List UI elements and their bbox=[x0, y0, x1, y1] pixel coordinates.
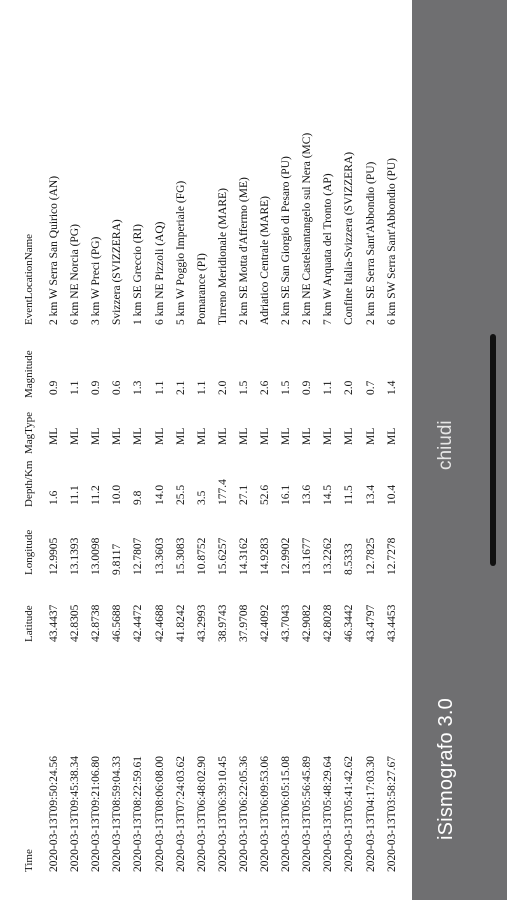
header-magnitude: Magnitude bbox=[23, 350, 35, 398]
cell-depth: 13.4 bbox=[364, 484, 377, 505]
cell-depth: 3.5 bbox=[195, 490, 208, 505]
cell-location: 2 km NE Castelsantangelo sul Nera (MC) bbox=[301, 132, 314, 325]
cell-longitude: 8.5333 bbox=[343, 543, 356, 575]
cell-magnitude: 1.1 bbox=[195, 380, 208, 395]
cell-depth: 11.2 bbox=[90, 485, 103, 505]
header-magtype: MagType bbox=[23, 412, 35, 454]
cell-location: 7 km W Arquata del Tronto (AP) bbox=[322, 173, 335, 325]
cell-latitude: 42.8738 bbox=[90, 604, 103, 642]
cell-location: 6 km SW Serra Sant'Abbondio (PU) bbox=[385, 157, 398, 325]
cell-magnitude: 0.7 bbox=[364, 380, 377, 395]
cell-time: 2020-03-13T03:58:27.67 bbox=[385, 756, 398, 872]
cell-latitude: 37.9708 bbox=[237, 604, 250, 642]
cell-depth: 9.8 bbox=[132, 490, 145, 505]
cell-magtype: ML bbox=[132, 427, 145, 445]
cell-magnitude: 1.5 bbox=[280, 380, 293, 395]
cell-time: 2020-03-13T06:22:05.36 bbox=[237, 756, 250, 872]
cell-depth: 25.5 bbox=[174, 484, 187, 505]
header-time: Time bbox=[23, 849, 35, 872]
cell-time: 2020-03-13T04:17:03.30 bbox=[364, 756, 377, 872]
cell-longitude: 12.7278 bbox=[385, 537, 398, 575]
cell-longitude: 15.3083 bbox=[174, 537, 187, 575]
cell-depth: 11.5 bbox=[343, 485, 356, 505]
cell-time: 2020-03-13T06:09:53.06 bbox=[259, 756, 271, 872]
cell-depth: 177.4 bbox=[216, 479, 229, 505]
cell-location: 2 km SE Motta d'Affermo (ME) bbox=[237, 177, 250, 325]
cell-magtype: ML bbox=[174, 427, 187, 445]
cell-longitude: 13.0098 bbox=[90, 537, 103, 575]
cell-time: 2020-03-13T08:06:08.00 bbox=[153, 756, 166, 872]
cell-magtype: ML bbox=[195, 427, 208, 445]
cell-latitude: 43.4437 bbox=[48, 604, 60, 642]
header-longitude: Longitude bbox=[23, 529, 35, 575]
cell-magnitude: 0.9 bbox=[301, 380, 314, 395]
cell-location: 6 km NE Pizzoli (AQ) bbox=[153, 221, 166, 325]
header-latitude: Latitude bbox=[23, 605, 35, 642]
cell-latitude: 42.4688 bbox=[153, 604, 166, 642]
cell-magnitude: 2.6 bbox=[259, 380, 271, 395]
cell-location: 2 km SE San Giorgio di Pesaro (PU) bbox=[280, 156, 293, 325]
close-button[interactable]: chiudi bbox=[435, 420, 456, 470]
cell-time: 2020-03-13T05:41:42.62 bbox=[343, 756, 356, 872]
cell-magnitude: 1.1 bbox=[153, 380, 166, 395]
cell-magtype: ML bbox=[322, 427, 335, 445]
cell-magtype: ML bbox=[69, 427, 82, 445]
cell-latitude: 43.7043 bbox=[280, 604, 293, 642]
cell-magtype: ML bbox=[153, 427, 166, 445]
cell-location: 6 km NE Norcia (PG) bbox=[69, 224, 82, 325]
cell-time: 2020-03-13T05:48:29.64 bbox=[322, 756, 335, 872]
cell-location: Tirreno Meridionale (MARE) bbox=[216, 188, 229, 325]
cell-location: Pomarance (PI) bbox=[195, 253, 208, 325]
cell-depth: 27.1 bbox=[237, 484, 250, 505]
cell-magtype: ML bbox=[90, 427, 103, 445]
cell-time: 2020-03-13T09:50:24.56 bbox=[48, 756, 60, 872]
cell-depth: 11.1 bbox=[69, 485, 82, 505]
cell-time: 2020-03-13T09:21:06.80 bbox=[90, 756, 103, 872]
cell-longitude: 15.6257 bbox=[216, 537, 229, 575]
cell-time: 2020-03-13T09:45:38.34 bbox=[69, 756, 82, 872]
cell-longitude: 12.9905 bbox=[48, 537, 60, 575]
cell-latitude: 43.4797 bbox=[364, 604, 377, 642]
cell-longitude: 14.9283 bbox=[259, 537, 271, 575]
cell-longitude: 13.1393 bbox=[69, 537, 82, 575]
cell-depth: 14.0 bbox=[153, 484, 166, 505]
cell-magnitude: 2.0 bbox=[216, 380, 229, 395]
cell-magnitude: 1.1 bbox=[322, 380, 335, 395]
cell-latitude: 46.5688 bbox=[111, 604, 124, 642]
cell-longitude: 12.9902 bbox=[280, 537, 293, 575]
cell-longitude: 12.7825 bbox=[364, 537, 377, 575]
cell-time: 2020-03-13T06:39:10.45 bbox=[216, 756, 229, 872]
cell-magnitude: 1.4 bbox=[385, 380, 398, 395]
cell-magtype: ML bbox=[237, 427, 250, 445]
cell-location: 1 km SE Greccio (RI) bbox=[132, 224, 145, 325]
cell-magtype: ML bbox=[216, 427, 229, 445]
cell-depth: 1.6 bbox=[48, 490, 60, 505]
cell-latitude: 42.8028 bbox=[322, 604, 335, 642]
cell-depth: 52.6 bbox=[259, 484, 271, 505]
app-title: iSismografo 3.0 bbox=[435, 698, 457, 840]
cell-location: 2 km SE Serra Sant'Abbondio (PU) bbox=[364, 161, 377, 325]
cell-depth: 16.1 bbox=[280, 484, 293, 505]
cell-longitude: 10.8752 bbox=[195, 537, 208, 575]
cell-magtype: ML bbox=[301, 427, 314, 445]
cell-longitude: 13.2262 bbox=[322, 537, 335, 575]
cell-longitude: 13.1677 bbox=[301, 537, 314, 575]
cell-magnitude: 2.1 bbox=[174, 380, 187, 395]
cell-magnitude: 0.9 bbox=[48, 380, 60, 395]
cell-location: Adriatico Centrale (MARE) bbox=[259, 195, 271, 325]
cell-magnitude: 2.0 bbox=[343, 380, 356, 395]
cell-time: 2020-03-13T06:48:02.90 bbox=[195, 756, 208, 872]
cell-longitude: 12.7807 bbox=[132, 537, 145, 575]
cell-location: Confine Italia-Svizzera (SVIZZERA) bbox=[343, 151, 356, 325]
cell-location: Svizzera (SVIZZERA) bbox=[111, 219, 124, 325]
cell-magnitude: 0.6 bbox=[111, 380, 124, 395]
cell-latitude: 42.4472 bbox=[132, 604, 145, 642]
cell-location: 5 km W Poggio Imperiale (FG) bbox=[174, 180, 187, 325]
cell-longitude: 9.8117 bbox=[111, 543, 124, 575]
cell-magtype: ML bbox=[259, 427, 271, 445]
cell-latitude: 43.2993 bbox=[195, 604, 208, 642]
cell-latitude: 42.8305 bbox=[69, 604, 82, 642]
cell-location: 3 km W Preci (PG) bbox=[90, 236, 103, 325]
cell-longitude: 14.3162 bbox=[237, 537, 250, 575]
cell-location: 2 km W Serra San Quirico (AN) bbox=[48, 175, 60, 325]
header-depth: Depth/Km bbox=[23, 460, 35, 507]
cell-magtype: ML bbox=[48, 427, 60, 445]
cell-depth: 13.6 bbox=[301, 484, 314, 505]
cell-magnitude: 1.5 bbox=[237, 380, 250, 395]
cell-magnitude: 1.1 bbox=[69, 380, 82, 395]
cell-time: 2020-03-13T08:59:04.33 bbox=[111, 756, 124, 872]
cell-magtype: ML bbox=[343, 427, 356, 445]
cell-latitude: 42.9082 bbox=[301, 604, 314, 642]
cell-latitude: 38.9743 bbox=[216, 604, 229, 642]
cell-latitude: 42.4092 bbox=[259, 604, 271, 642]
cell-magnitude: 1.3 bbox=[132, 380, 145, 395]
cell-depth: 10.4 bbox=[385, 484, 398, 505]
cell-depth: 14.5 bbox=[322, 484, 335, 505]
cell-magtype: ML bbox=[280, 427, 293, 445]
cell-time: 2020-03-13T07:24:03.62 bbox=[174, 756, 187, 872]
cell-time: 2020-03-13T08:22:59.61 bbox=[132, 756, 145, 872]
cell-time: 2020-03-13T06:05:15.08 bbox=[280, 756, 293, 872]
scroll-indicator[interactable] bbox=[490, 334, 496, 566]
cell-latitude: 46.3442 bbox=[343, 604, 356, 642]
cell-magtype: ML bbox=[111, 427, 124, 445]
cell-magtype: ML bbox=[385, 427, 398, 445]
header-location: EventLocationName bbox=[23, 233, 35, 325]
cell-longitude: 13.3603 bbox=[153, 537, 166, 575]
cell-latitude: 43.4453 bbox=[385, 604, 398, 642]
cell-latitude: 41.8242 bbox=[174, 604, 187, 642]
cell-magnitude: 0.9 bbox=[90, 380, 103, 395]
cell-magtype: ML bbox=[364, 427, 377, 445]
cell-time: 2020-03-13T05:56:45.89 bbox=[301, 756, 314, 872]
cell-depth: 10.0 bbox=[111, 484, 124, 505]
